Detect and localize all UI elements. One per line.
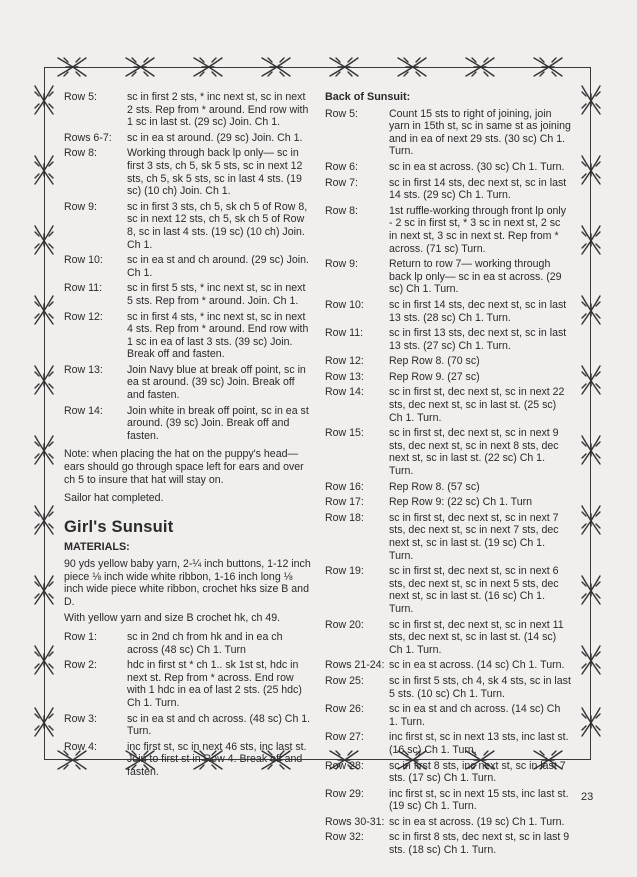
- pattern-row: [325, 675, 571, 700]
- pattern-row: [325, 177, 571, 202]
- row-instruction: hdc in first st * ch 1.. sk 1st st, hdc in next st. Rep from * across. End row with 1 hdc in ea of last 2 sts. (25 hdc) Ch 1. Turn.: [127, 659, 302, 709]
- row-instruction: Count 15 sts to right of joining, join yarn in 15th st, sc in same st as joining and in ea of next 29 sts. (30 sc) Ch 1. Turn.: [389, 107, 571, 158]
- row-instruction: sc in first st, dec next st, sc in next 9 sts, dec next st, sc in next 8 sts, dec next st, sc in last st. (22 sc) Ch 1. Turn.: [389, 427, 559, 478]
- start-instruction: With yellow yarn and size B crochet hk, ch 49.: [64, 612, 281, 625]
- cross-stitch-ornament-icon: [579, 152, 603, 188]
- row-instruction: sc in ea st and ch across. (48 sc) Ch 1. Turn.: [127, 712, 311, 738]
- row-instruction: sc in first 4 sts, * inc next st, sc in next 4 sts. Rep from * around. End row with 1 sc in ea of last 3 sts. (39 sc) Join. Break off and fasten.: [127, 310, 309, 361]
- pattern-row: [64, 659, 314, 709]
- row-instruction: sc in first 2 sts, * inc next st, sc in next 2 sts. Rep from * around. End row with 1 sc in last st. (29 sc) Join. Ch 1.: [127, 91, 309, 129]
- cross-stitch-ornament-icon: [579, 572, 603, 608]
- page-number: 23: [581, 791, 594, 803]
- row-label: Row 12:: [64, 310, 103, 323]
- pattern-row: [325, 327, 571, 352]
- row-instruction: inc first st, sc in next 46 sts, inc last st. Join to first st in Row 4. Break off and fasten.: [127, 740, 307, 778]
- cross-stitch-ornament-icon: [579, 704, 603, 740]
- cross-stitch-ornament-icon: [32, 222, 56, 258]
- pattern-row: [64, 405, 314, 443]
- pattern-row: [64, 91, 314, 129]
- cross-stitch-ornament-icon: [32, 152, 56, 188]
- row-instruction: sc in first 3 sts, ch 5, sk ch 5 of Row 8, sc in next 12 sts, ch 5, sk ch 5 of Row 8, sc in last 4 sts. (19 sc) (10 ch) Join. Ch 1.: [127, 200, 308, 251]
- row-label: Row 15:: [325, 427, 364, 440]
- left-rows-bottom: [64, 631, 314, 779]
- row-instruction: inc first st, sc in next 15 sts, inc last st. (19 sc) Ch 1. Turn.: [389, 787, 569, 813]
- row-instruction: Rep Row 9: (22 sc) Ch 1. Turn: [389, 496, 533, 509]
- pattern-row: [325, 161, 571, 174]
- row-instruction: Working through back lp only— sc in first 3 sts, ch 5, sk 5 sts, sc in next 12 sts, ch 5, sk 5 sts, sc in last 4 sts. (19 sc) (10 ch) Join. Ch 1.: [127, 147, 303, 198]
- pattern-row: [325, 760, 571, 785]
- row-label: Row 11:: [325, 327, 364, 340]
- pattern-row: [325, 512, 571, 562]
- row-label: Row 2:: [64, 659, 97, 672]
- row-instruction: Join Navy blue at break off point, sc in ea st around. (39 sc) Join. Break off and fasten.: [127, 363, 306, 402]
- pattern-row: [64, 713, 314, 738]
- row-instruction: sc in ea st across. (30 sc) Ch 1. Turn.: [389, 160, 565, 173]
- pattern-row: [325, 496, 571, 509]
- cross-stitch-ornament-icon: [579, 82, 603, 118]
- row-label: Row 9:: [64, 200, 97, 213]
- row-label: Row 16:: [325, 480, 364, 493]
- row-label: Row 18:: [325, 511, 364, 524]
- cross-stitch-ornament-icon: [579, 362, 603, 398]
- row-instruction: Return to row 7— working through back lp only— sc in ea st across. (29 sc) Ch 1. Turn.: [389, 258, 562, 296]
- row-instruction: sc in ea st and ch across. (14 sc) Ch 1. Turn.: [389, 703, 561, 728]
- cross-stitch-ornament-icon: [32, 432, 56, 468]
- row-instruction: sc in first 5 sts, ch 4, sk 4 sts, sc in last 5 sts. (10 sc) Ch 1. Turn.: [389, 674, 571, 700]
- pattern-row: [325, 427, 571, 477]
- row-label: Rows 21-24:: [325, 659, 385, 672]
- left-column: [64, 91, 314, 782]
- pattern-row: [64, 132, 314, 145]
- pattern-row: [325, 788, 571, 813]
- row-instruction: Rep Row 9. (27 sc): [389, 370, 480, 383]
- hat-completed: Sailor hat completed.: [64, 492, 164, 505]
- pattern-row: [325, 205, 571, 255]
- row-label: Row 20:: [325, 618, 364, 631]
- cross-stitch-ornament-icon: [530, 55, 566, 79]
- row-instruction: sc in ea st around. (29 sc) Join. Ch 1.: [127, 131, 303, 144]
- row-label: Row 7:: [325, 176, 358, 189]
- row-label: Row 26:: [325, 703, 364, 716]
- pattern-row: [325, 731, 571, 756]
- pattern-row: [325, 258, 571, 296]
- row-label: Row 28:: [325, 759, 364, 772]
- pattern-row: [64, 311, 314, 361]
- pattern-row: [325, 481, 571, 494]
- cross-stitch-ornament-icon: [579, 432, 603, 468]
- row-label: Row 27:: [325, 731, 364, 744]
- pattern-row: [325, 386, 571, 424]
- cross-stitch-ornament-icon: [32, 572, 56, 608]
- pattern-row: [64, 741, 314, 779]
- cross-stitch-ornament-icon: [258, 55, 294, 79]
- cross-stitch-ornament-icon: [32, 704, 56, 740]
- row-label: Row 13:: [64, 363, 103, 376]
- cross-stitch-ornament-icon: [32, 362, 56, 398]
- row-instruction: 1st ruffle-working through front lp only - 2 sc in first st, * 3 sc in next st, 2 sc in next st, 3 sc in next st. Rep from * across. (71 sc) Turn.: [389, 204, 567, 255]
- row-instruction: sc in first 5 sts, * inc next st, sc in next 5 sts. Rep from * around. Join. Ch 1.: [127, 282, 306, 307]
- row-label: Row 5:: [64, 91, 97, 103]
- right-column: [325, 91, 571, 860]
- pattern-row: [325, 703, 571, 728]
- row-label: Row 25:: [325, 674, 364, 687]
- cross-stitch-ornament-icon: [579, 222, 603, 258]
- row-label: Row 8:: [325, 204, 358, 217]
- pattern-row: [325, 816, 571, 829]
- row-instruction: Join white in break off point, sc in ea st around. (39 sc) Join. Break off and fasten.: [127, 404, 309, 442]
- row-label: Row 13:: [325, 370, 364, 383]
- row-instruction: sc in ea st and ch around. (29 sc) Join. Ch 1.: [127, 254, 309, 279]
- pattern-row: [325, 371, 571, 384]
- row-label: Row 11:: [64, 282, 103, 295]
- cross-stitch-ornament-icon: [122, 55, 158, 79]
- cross-stitch-ornament-icon: [394, 55, 430, 79]
- row-label: Row 1:: [64, 630, 97, 643]
- row-instruction: sc in ea st across. (19 sc) Ch 1. Turn.: [389, 815, 565, 828]
- pattern-row: [325, 831, 571, 856]
- row-instruction: sc in first 8 sts, inc next st, sc in last 7 sts. (17 sc) Ch 1. Turn.: [389, 759, 566, 785]
- pattern-row: [325, 108, 571, 158]
- row-instruction: sc in first st, dec next st, sc in next 6 sts, dec next st, sc in next 5 sts, dec next st, sc in last st. (16 sc) Ch 1. Turn.: [389, 565, 559, 615]
- row-instruction: sc in first 8 sts, dec next st, sc in last 9 sts. (18 sc) Ch 1. Turn.: [389, 831, 570, 857]
- row-label: Row 19:: [325, 565, 364, 578]
- row-instruction: Rep Row 8. (70 sc): [389, 355, 480, 368]
- row-label: Row 5:: [325, 107, 358, 120]
- row-label: Row 32:: [325, 831, 364, 844]
- pattern-row: [64, 147, 314, 197]
- pattern-row: [325, 565, 571, 615]
- row-instruction: sc in first 13 sts, dec next st, sc in last 13 sts. (27 sc) Ch 1. Turn.: [389, 327, 567, 352]
- cross-stitch-ornament-icon: [190, 55, 226, 79]
- back-of-sunsuit-heading: Back of Sunsuit:: [325, 91, 411, 103]
- row-label: Row 8:: [64, 147, 97, 160]
- row-instruction: sc in first st, dec next st, sc in next 7 sts, dec next st, sc in next 7 sts, dec next st, sc in last st. (19 sc) Ch 1. Turn.: [389, 511, 559, 562]
- row-instruction: sc in first 14 sts, dec next st, sc in last 14 sts. (29 sc) Ch 1. Turn.: [389, 176, 567, 202]
- left-rows-top: [64, 91, 314, 442]
- row-label: Row 9:: [325, 258, 358, 271]
- cross-stitch-ornament-icon: [32, 292, 56, 328]
- row-label: Row 17:: [325, 496, 364, 509]
- pattern-row: [325, 355, 571, 368]
- row-label: Rows 6-7:: [64, 131, 112, 144]
- row-label: Row 3:: [64, 712, 97, 725]
- row-label: Row 29:: [325, 787, 364, 800]
- row-label: Rows 30-31:: [325, 815, 385, 828]
- cross-stitch-ornament-icon: [326, 55, 362, 79]
- cross-stitch-ornament-icon: [579, 502, 603, 538]
- row-label: Row 4:: [64, 740, 97, 753]
- row-label: Row 14:: [325, 386, 364, 399]
- row-instruction: sc in first st, dec next st, sc in next 11 sts, dec next st, sc in last st. (14 sc) Ch 1. Turn.: [389, 618, 564, 656]
- row-instruction: Rep Row 8. (57 sc): [389, 480, 480, 493]
- cross-stitch-ornament-icon: [32, 82, 56, 118]
- materials-heading: MATERIALS:: [64, 541, 130, 554]
- pattern-row: [64, 201, 314, 251]
- row-label: Row 6:: [325, 160, 358, 173]
- cross-stitch-ornament-icon: [32, 642, 56, 678]
- row-label: Row 10:: [325, 298, 364, 311]
- row-instruction: sc in 2nd ch from hk and in ea ch across (48 sc) Ch 1. Turn: [127, 630, 283, 656]
- materials-list: 90 yds yellow baby yarn, 2-¼ inch buttons, 1-12 inch piece ⅛ inch wide white ribbon, 1-16 inch long ⅛ inch wide piece white ribbon, crochet hks size B and D.: [64, 558, 311, 608]
- cross-stitch-ornament-icon: [54, 55, 90, 79]
- pattern-row: [325, 299, 571, 324]
- row-instruction: inc first st, sc in next 13 sts, inc last st. (16 sc) Ch 1. Turn.: [389, 731, 569, 756]
- pattern-row: [64, 282, 314, 307]
- row-label: Row 12:: [325, 355, 364, 368]
- pattern-row: [325, 619, 571, 657]
- pattern-row: [64, 254, 314, 279]
- row-instruction: sc in first st, dec next st, sc in next 22 sts, dec next st, sc in last st. (25 sc) Ch 1. Turn.: [389, 386, 565, 424]
- cross-stitch-ornament-icon: [579, 292, 603, 328]
- row-label: Row 10:: [64, 254, 103, 267]
- right-rows: [325, 108, 571, 857]
- cross-stitch-ornament-icon: [579, 642, 603, 678]
- pattern-row: [325, 659, 571, 672]
- row-instruction: sc in first 14 sts, dec next st, sc in last 13 sts. (28 sc) Ch 1. Turn.: [389, 298, 567, 324]
- pattern-row: [64, 364, 314, 402]
- row-label: Row 14:: [64, 404, 103, 417]
- section-title: Girl's Sunsuit: [64, 517, 174, 536]
- pattern-row: [64, 631, 314, 656]
- cross-stitch-ornament-icon: [462, 55, 498, 79]
- cross-stitch-ornament-icon: [32, 502, 56, 538]
- row-instruction: sc in ea st across. (14 sc) Ch 1. Turn.: [389, 659, 565, 672]
- hat-note: Note: when placing the hat on the puppy's head—ears should go through space left for ears and over ch 5 to insure that hat will stay on.: [64, 448, 304, 486]
